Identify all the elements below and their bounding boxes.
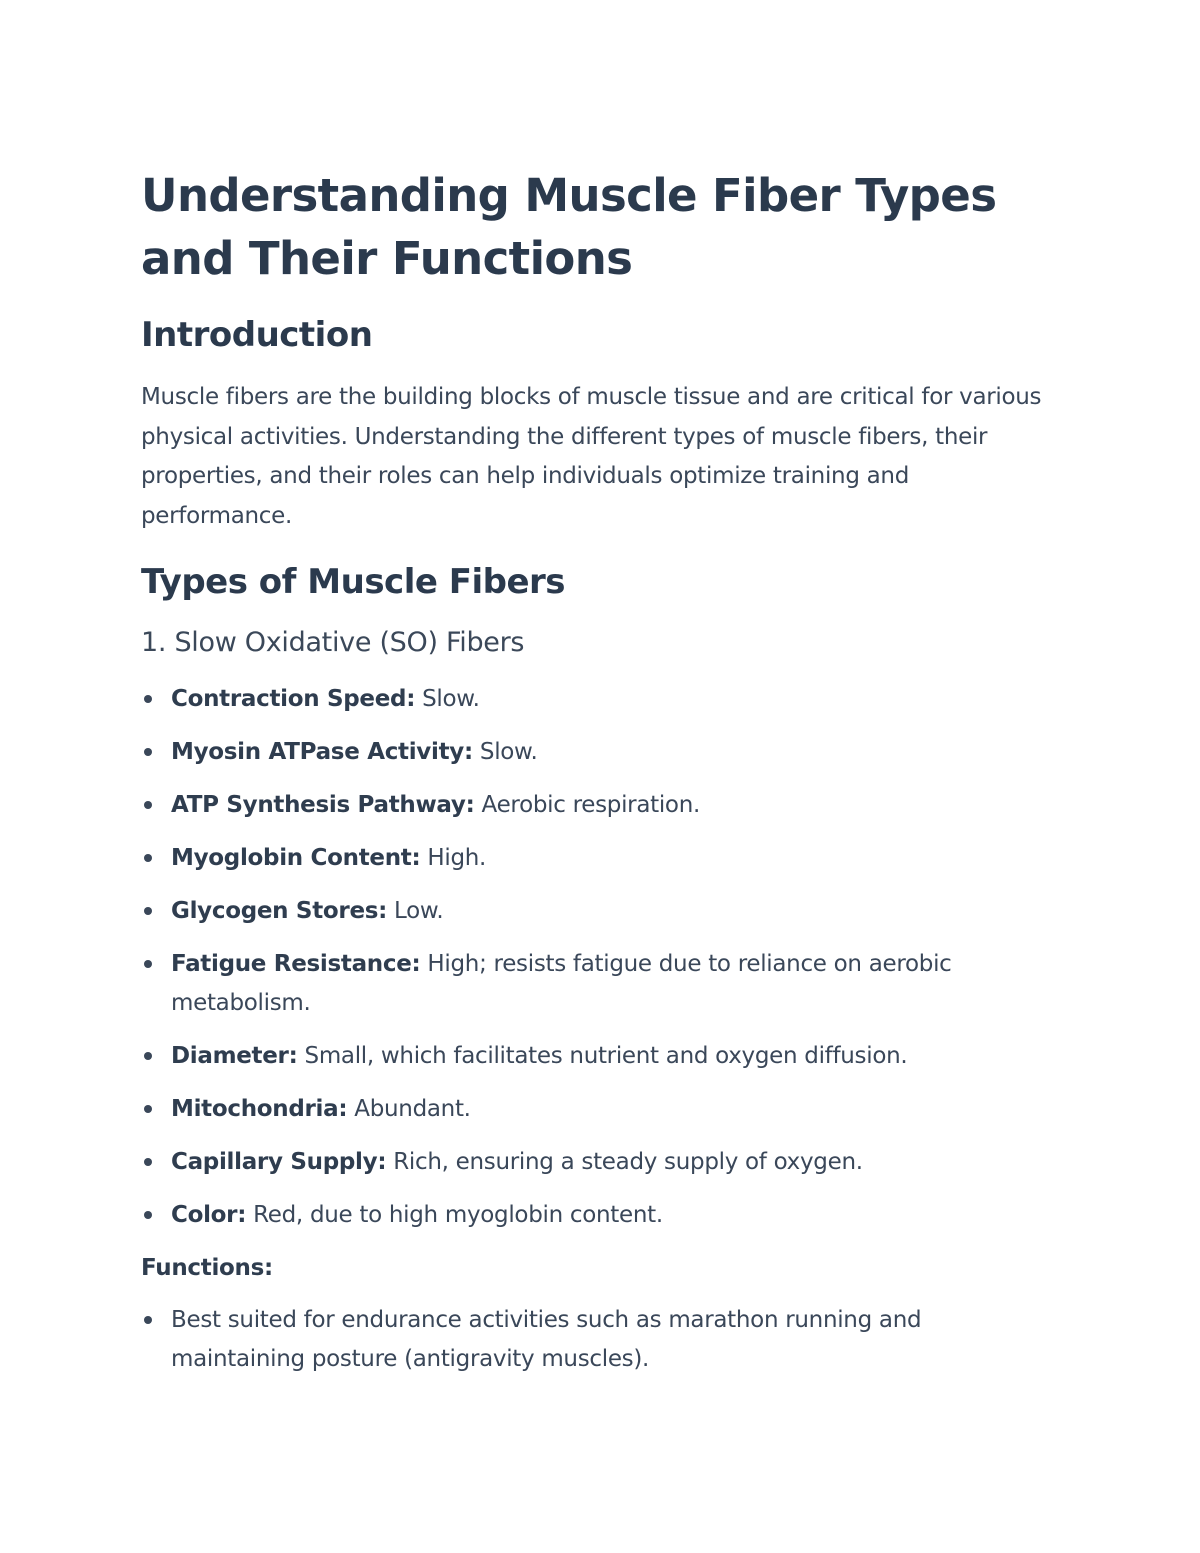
property-value: Red, due to high myoglobin content. <box>253 1202 663 1228</box>
bullet-icon <box>144 695 152 703</box>
list-item <box>141 1090 1060 1129</box>
bullet-icon <box>144 1316 152 1324</box>
property-label: Contraction Speed: <box>171 686 416 712</box>
property-value: Rich, ensuring a steady supply of oxygen. <box>393 1149 863 1175</box>
document-title: Understanding Muscle Fiber Types and Their Functions <box>141 169 997 285</box>
property-label: Fatigue Resistance: <box>171 951 421 977</box>
functions-heading: Functions: <box>141 1255 273 1281</box>
property-label: Color: <box>171 1202 247 1228</box>
slow-oxidative-heading: 1. Slow Oxidative (SO) Fibers <box>141 627 525 658</box>
property-label: Myoglobin Content: <box>171 845 421 871</box>
list-item <box>141 839 1060 878</box>
bullet-icon <box>144 960 152 968</box>
list-item <box>141 1143 1060 1182</box>
list-item <box>141 733 1060 772</box>
property-value: High. <box>427 845 487 871</box>
introduction-paragraph: Muscle fibers are the building blocks of muscle tissue and are critical for various physical activities. Understanding the different types of muscle fibers, their properties, and their roles can help individuals optimize training and performance. <box>141 384 1042 529</box>
property-label: ATP Synthesis Pathway: <box>171 792 475 818</box>
property-label: Capillary Supply: <box>171 1149 387 1175</box>
bullet-icon <box>144 854 152 862</box>
list-item <box>141 1301 1060 1379</box>
property-value: Slow. <box>422 686 480 712</box>
introduction-heading: Introduction <box>141 315 373 355</box>
bullet-icon <box>144 907 152 915</box>
property-label: Glycogen Stores: <box>171 898 388 924</box>
list-item <box>141 1196 1060 1235</box>
bullet-icon <box>144 1052 152 1060</box>
property-value: Low. <box>394 898 444 924</box>
property-label: Mitochondria: <box>171 1096 348 1122</box>
functions-list <box>141 1301 1060 1379</box>
list-item <box>141 1037 1060 1076</box>
property-value: Aerobic respiration. <box>481 792 700 818</box>
function-text: Best suited for endurance activities such as marathon running and maintaining posture (antigravity muscles). <box>171 1307 922 1372</box>
property-value: Small, which facilitates nutrient and oxygen diffusion. <box>304 1043 908 1069</box>
properties-list <box>141 680 1060 1235</box>
bullet-icon <box>144 1105 152 1113</box>
bullet-icon <box>144 1158 152 1166</box>
types-heading: Types of Muscle Fibers <box>141 562 566 602</box>
list-item <box>141 680 1060 719</box>
bullet-icon <box>144 748 152 756</box>
list-item <box>141 786 1060 825</box>
property-value: Abundant. <box>354 1096 471 1122</box>
property-label: Myosin ATPase Activity: <box>171 739 473 765</box>
property-label: Diameter: <box>171 1043 298 1069</box>
list-item <box>141 892 1060 931</box>
bullet-icon <box>144 1211 152 1219</box>
property-value: Slow. <box>479 739 538 765</box>
bullet-icon <box>144 801 152 809</box>
property-value: High; resists fatigue due to reliance on aerobic metabolism. <box>171 951 952 1016</box>
list-item <box>141 945 1060 1023</box>
